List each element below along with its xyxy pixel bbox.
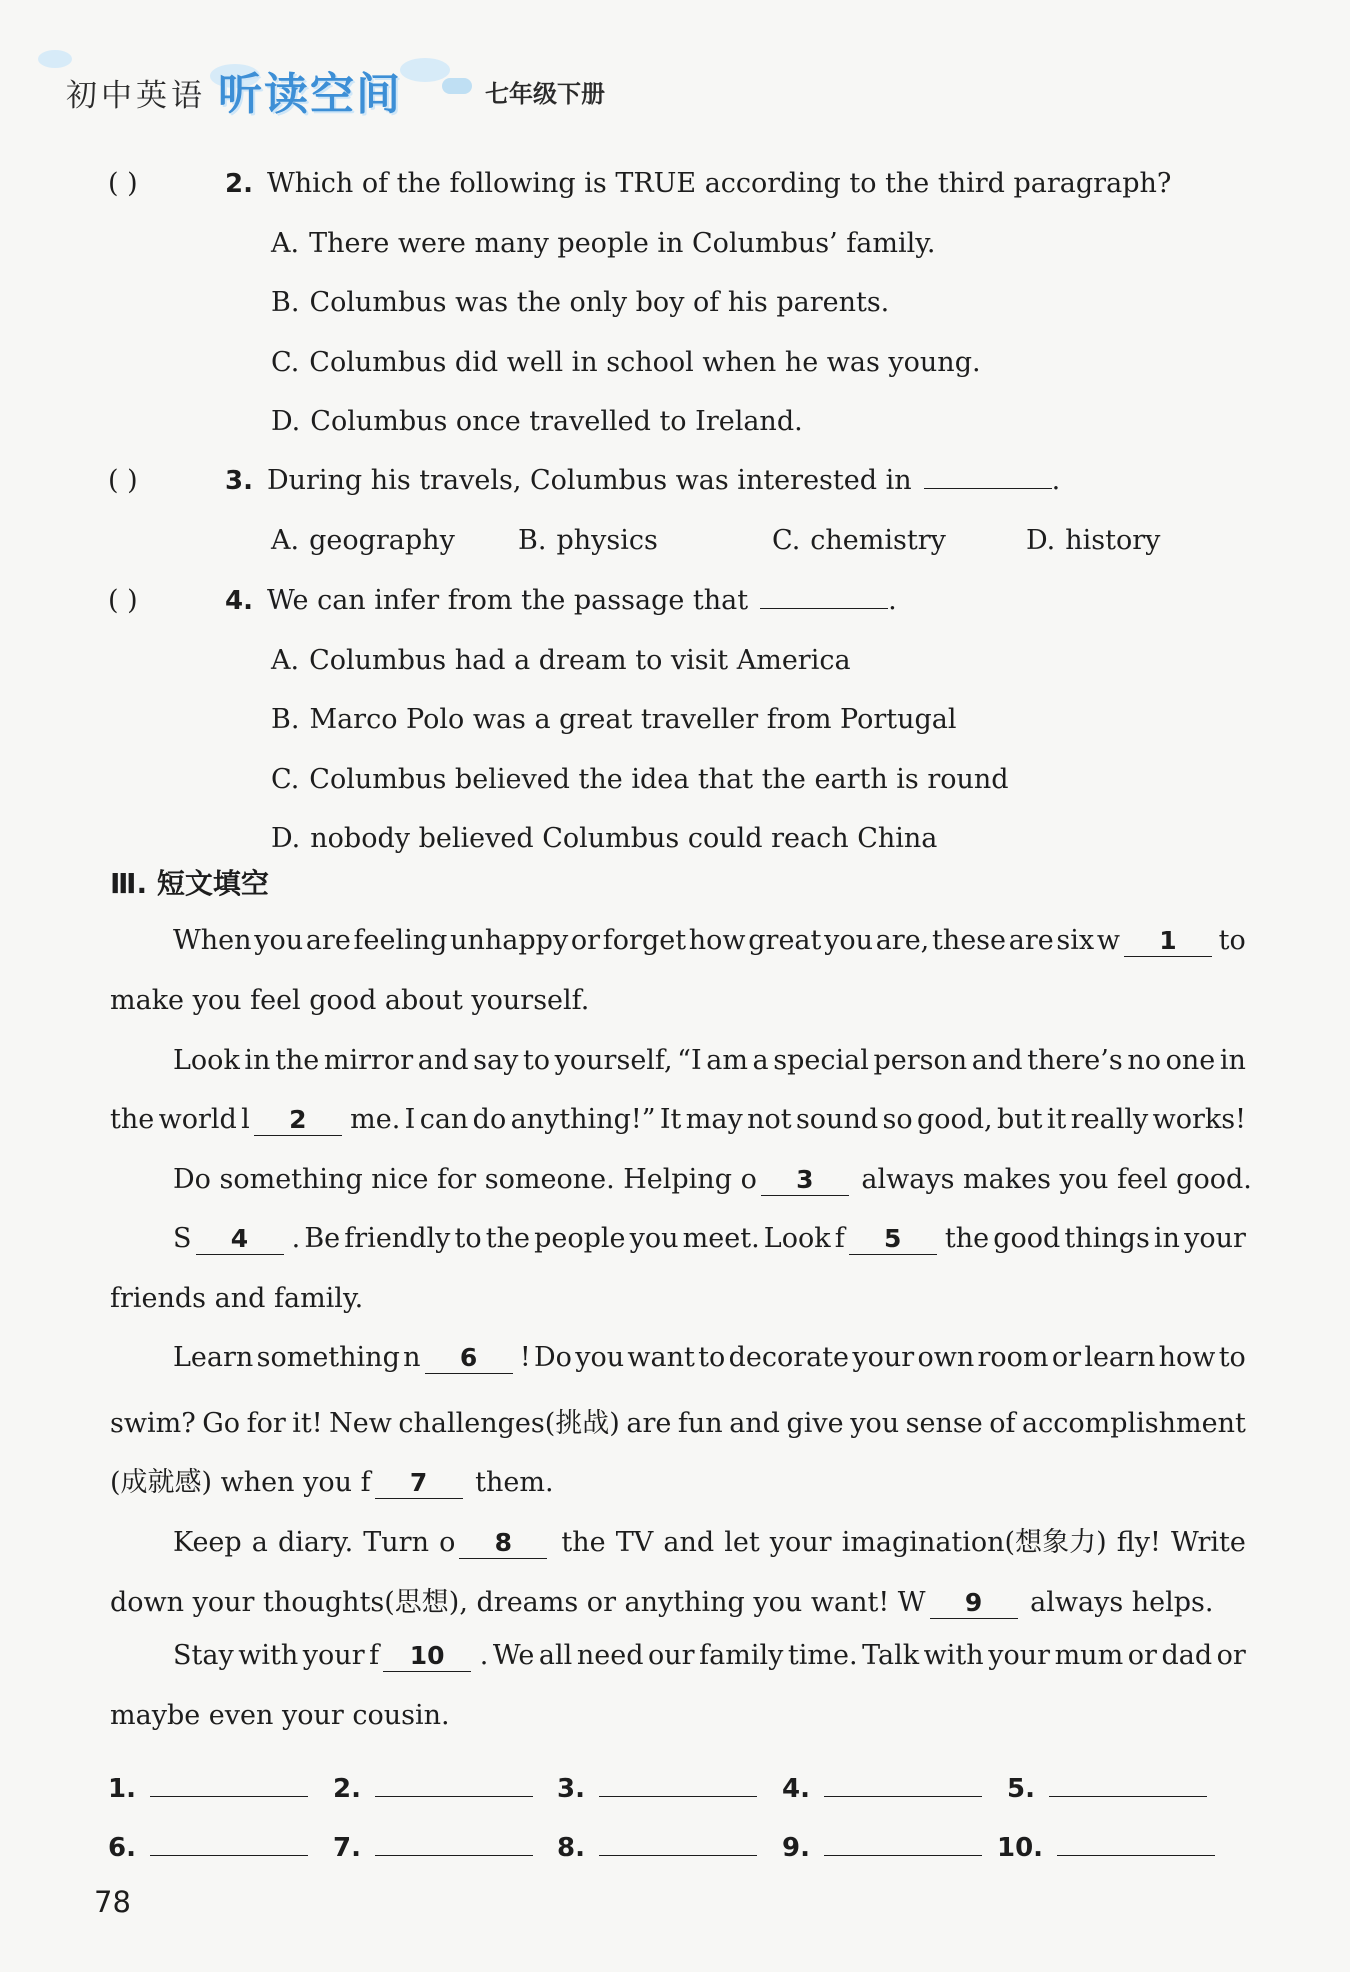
blank-number: 9 — [964, 1588, 983, 1617]
passage-word: I — [404, 1104, 416, 1135]
passage-word: in — [1153, 1223, 1180, 1254]
fill-blank[interactable] — [375, 1467, 463, 1499]
option-letter: C. — [271, 763, 300, 795]
option-letter: C. — [271, 346, 300, 378]
passage-word: learn — [1084, 1342, 1156, 1373]
option — [271, 704, 957, 735]
passage-word: Do — [534, 1342, 572, 1373]
answer-label: 8. — [557, 1833, 585, 1863]
option-text: physics — [556, 524, 658, 556]
passage-line — [110, 1401, 1246, 1440]
passage-word: and — [971, 1045, 1023, 1076]
passage-word: do — [472, 1104, 507, 1135]
passage-line — [110, 985, 589, 1016]
passage-word: no — [1127, 1045, 1161, 1076]
answer-line[interactable] — [375, 1772, 533, 1797]
passage-word: Be — [304, 1223, 341, 1254]
answer-line[interactable] — [150, 1772, 308, 1797]
passage-word: to — [522, 1045, 551, 1076]
option — [271, 406, 803, 437]
grade-label: 七年级下册 — [485, 80, 605, 108]
answer-label: 1. — [108, 1774, 136, 1804]
question-number: 3. — [225, 466, 253, 496]
passage-word: mum — [1054, 1640, 1124, 1671]
fill-blank[interactable] — [849, 1223, 937, 1255]
option-text: Columbus did well in school when he was young. — [309, 346, 981, 378]
passage-word: . — [479, 1640, 489, 1671]
question-text: Which of the following is TRUE according to the third paragraph? — [266, 168, 1172, 199]
blank-number: 6 — [459, 1343, 478, 1372]
passage-line — [173, 1164, 1252, 1196]
passage-word: o 8 — [439, 1527, 551, 1559]
page-number: 78 — [94, 1885, 131, 1919]
passage-word: with — [238, 1640, 299, 1671]
passage-word: works! — [1152, 1104, 1246, 1135]
passage-word: Keep — [173, 1527, 242, 1558]
passage-word: the — [110, 1104, 155, 1135]
passage-text: friends and family. — [110, 1283, 364, 1314]
passage-text: down your thoughts(思想), dreams or anything you want! W — [110, 1587, 926, 1618]
passage-word: our — [648, 1640, 695, 1671]
passage-word: New — [329, 1408, 392, 1439]
passage-word: the — [944, 1223, 990, 1254]
passage-word: are — [305, 925, 351, 956]
passage-word: how — [1158, 1342, 1216, 1373]
passage-word: may — [685, 1104, 743, 1135]
answer-label: 4. — [782, 1774, 810, 1804]
passage-line — [110, 1700, 450, 1731]
passage-word: with — [923, 1640, 984, 1671]
passage-word: these — [931, 925, 1007, 956]
answer-blank[interactable] — [924, 468, 1052, 489]
question-end-punct: . — [1051, 465, 1061, 496]
passage-text: them. — [466, 1467, 554, 1498]
fill-blank[interactable] — [1124, 925, 1212, 957]
passage-word: sense — [905, 1408, 983, 1439]
passage-word: are — [1008, 925, 1054, 956]
passage-word: you — [850, 1408, 900, 1439]
blank-number: 2 — [289, 1105, 307, 1134]
passage-word: you — [629, 1223, 679, 1254]
passage-word: how — [688, 925, 746, 956]
answer-label: 6. — [108, 1833, 136, 1863]
answer-line[interactable] — [375, 1831, 533, 1856]
passage-word: Turn — [363, 1527, 429, 1558]
passage-word: are, — [875, 925, 930, 956]
option-letter: A. — [271, 227, 300, 259]
passage-word: friendly — [344, 1223, 451, 1254]
answer-label: 2. — [333, 1774, 361, 1804]
passage-word: special — [773, 1045, 869, 1076]
passage-word: good, — [916, 1104, 993, 1135]
passage-word: the — [561, 1527, 606, 1558]
blank-number: 5 — [884, 1224, 902, 1253]
passage-word: time. — [787, 1640, 858, 1671]
option-letter: D. — [1026, 524, 1056, 556]
answer-slot — [108, 1831, 308, 1863]
fill-blank[interactable] — [383, 1640, 471, 1672]
series-logo: 听读空间 — [218, 69, 402, 120]
passage-text: (成就感) when you f — [110, 1467, 371, 1498]
option — [271, 823, 937, 854]
passage-word: Write — [1170, 1527, 1246, 1558]
passage-word: Go — [202, 1408, 241, 1439]
passage-word: me. — [350, 1104, 401, 1135]
answer-line[interactable] — [824, 1772, 982, 1797]
passage-word: to — [454, 1223, 482, 1254]
passage-word: S 4 — [173, 1223, 288, 1255]
passage-word: let — [724, 1527, 760, 1558]
passage-word: really — [1070, 1104, 1149, 1135]
answer-paren[interactable]: ( ) — [108, 585, 138, 616]
answer-label: 3. — [557, 1774, 585, 1804]
option-letter: A. — [271, 644, 300, 676]
answer-line[interactable] — [1049, 1772, 1207, 1797]
passage-line — [173, 925, 1246, 957]
option-text: nobody believed Columbus could reach China — [310, 823, 938, 854]
passage-text: maybe even your cousin. — [110, 1700, 450, 1731]
fill-blank[interactable] — [196, 1223, 284, 1255]
passage-word: are — [626, 1408, 672, 1439]
fill-blank[interactable] — [761, 1164, 849, 1196]
answer-slot — [333, 1831, 533, 1863]
passage-word: Learn — [173, 1342, 254, 1373]
passage-word: you — [575, 1342, 625, 1373]
passage-line — [173, 1640, 1246, 1672]
passage-line — [110, 1283, 363, 1314]
answer-slot — [782, 1831, 982, 1863]
passage-word: world — [158, 1104, 237, 1135]
option — [518, 525, 658, 556]
passage-word: unhappy — [450, 925, 569, 956]
passage-word: the — [275, 1045, 320, 1076]
question-stem — [225, 168, 1171, 199]
answer-slot — [782, 1772, 982, 1804]
passage-word: your — [852, 1342, 915, 1373]
option — [271, 287, 889, 318]
fill-blank[interactable] — [254, 1104, 342, 1136]
option-text: chemistry — [810, 524, 946, 556]
question-stem — [225, 585, 897, 616]
passage-word: Talk — [862, 1640, 920, 1671]
passage-line — [173, 1223, 1246, 1255]
answer-blank[interactable] — [760, 588, 888, 609]
passage-word: n 6 — [403, 1342, 516, 1374]
passage-word: you — [824, 925, 873, 956]
passage-word: in — [244, 1045, 271, 1076]
answer-slot — [557, 1831, 757, 1863]
answer-paren[interactable]: ( ) — [108, 465, 138, 496]
passage-word: “I — [677, 1045, 702, 1076]
option — [271, 764, 1009, 795]
answer-slot — [108, 1772, 308, 1804]
passage-word: want — [627, 1342, 695, 1373]
passage-word: and — [417, 1045, 469, 1076]
option — [271, 347, 981, 378]
blank-number: 10 — [409, 1641, 445, 1670]
option-letter: A. — [271, 524, 300, 556]
passage-word: great — [748, 925, 822, 956]
option-text: geography — [309, 524, 455, 556]
passage-word: something — [256, 1342, 400, 1373]
passage-word: person — [873, 1045, 968, 1076]
option — [772, 525, 946, 556]
option-text: history — [1065, 524, 1161, 556]
passage-word: fun — [677, 1408, 723, 1439]
passage-word: or — [1051, 1342, 1082, 1373]
passage-word: TV — [615, 1527, 654, 1558]
option — [271, 645, 851, 676]
passage-word: decorate — [728, 1342, 850, 1373]
passage-word: or — [570, 925, 601, 956]
answer-slot — [997, 1831, 1215, 1863]
passage-word: for — [246, 1408, 286, 1439]
passage-word: Look — [173, 1045, 240, 1076]
passage-word: room — [977, 1342, 1049, 1373]
passage-word: w 1 — [1097, 925, 1216, 957]
passage-word: all — [538, 1640, 573, 1671]
question-end-punct: . — [888, 585, 897, 616]
answer-line[interactable] — [599, 1772, 757, 1797]
passage-word: your — [988, 1640, 1051, 1671]
answer-line[interactable] — [1057, 1831, 1215, 1856]
question-text: We can infer from the passage that — [266, 585, 749, 616]
passage-line — [110, 1580, 1214, 1619]
passage-word: the — [485, 1223, 530, 1254]
option-text: Columbus had a dream to visit America — [309, 644, 851, 676]
passage-word: imagination(想象力) — [841, 1527, 1107, 1558]
option-letter: C. — [772, 524, 801, 556]
passage-text: always makes you feel good. — [852, 1164, 1252, 1195]
passage-word: own — [917, 1342, 975, 1373]
question-number: 2. — [225, 169, 253, 199]
blank-number: 1 — [1159, 926, 1177, 955]
passage-word: of — [989, 1408, 1016, 1439]
passage-line — [110, 1104, 1246, 1136]
passage-word: or — [1127, 1640, 1157, 1671]
passage-word: diary. — [277, 1527, 354, 1558]
passage-text: Do something nice for someone. Helping o — [173, 1164, 757, 1195]
passage-word: Look — [763, 1223, 831, 1254]
answer-line[interactable] — [824, 1831, 982, 1856]
passage-word: need — [576, 1640, 644, 1671]
passage-word: When — [173, 925, 252, 956]
passage-word: f 5 — [835, 1223, 941, 1255]
blank-number: 3 — [796, 1165, 814, 1194]
passage-word: . — [291, 1223, 301, 1254]
passage-word: to — [1218, 1342, 1246, 1373]
question-text: During his travels, Columbus was interested in — [266, 465, 912, 496]
passage-word: to — [1218, 925, 1246, 956]
passage-word: six — [1056, 925, 1095, 956]
answer-line[interactable] — [599, 1831, 757, 1856]
option-text: Columbus believed the idea that the earth is round — [309, 763, 1009, 795]
passage-word: good — [993, 1223, 1061, 1254]
passage-word: it! — [292, 1408, 323, 1439]
option-text: Columbus once travelled to Ireland. — [310, 406, 803, 437]
passage-word: anything!” — [510, 1104, 656, 1135]
passage-word: you — [254, 925, 304, 956]
cloud-decoration-icon — [38, 50, 72, 68]
answer-label: 9. — [782, 1833, 810, 1863]
passage-word: forget — [602, 925, 687, 956]
passage-text: make you feel good about yourself. — [110, 985, 590, 1016]
passage-word: things — [1064, 1223, 1150, 1254]
passage-line — [173, 1045, 1246, 1076]
sparkle-icon — [442, 78, 472, 94]
option — [1026, 525, 1160, 556]
option-letter: B. — [271, 287, 300, 318]
fill-blank[interactable] — [459, 1527, 547, 1559]
answer-label: 7. — [333, 1833, 361, 1863]
passage-word: and — [663, 1527, 715, 1558]
passage-word: it — [1046, 1104, 1067, 1135]
passage-word: fly! — [1116, 1527, 1161, 1558]
passage-word: f 10 — [369, 1640, 475, 1672]
passage-word: ! — [519, 1342, 531, 1373]
passage-word: your — [302, 1640, 365, 1671]
passage-word: dad — [1161, 1640, 1213, 1671]
option-letter: D. — [271, 406, 301, 437]
blank-number: 4 — [230, 1224, 249, 1253]
passage-word: a — [251, 1527, 268, 1558]
passage-word: one — [1165, 1045, 1216, 1076]
option-text: There were many people in Columbus’ family. — [309, 227, 936, 259]
passage-text: always helps. — [1021, 1587, 1214, 1618]
passage-word: give — [786, 1408, 844, 1439]
question-number: 4. — [225, 586, 253, 616]
passage-word: and — [729, 1408, 780, 1439]
passage-word: but — [997, 1104, 1043, 1135]
passage-word: your — [1184, 1223, 1246, 1254]
fill-blank[interactable] — [930, 1587, 1018, 1619]
page-header — [30, 40, 1320, 130]
passage-word: to — [698, 1342, 726, 1373]
blank-number: 7 — [409, 1468, 428, 1497]
answer-line[interactable] — [150, 1831, 308, 1856]
option-text: Columbus was the only boy of his parents. — [309, 287, 890, 318]
passage-word: your — [769, 1527, 832, 1558]
question-stem — [225, 465, 1060, 496]
answer-slot — [333, 1772, 533, 1804]
passage-word: challenges(挑战) — [398, 1408, 620, 1439]
passage-word: say — [473, 1045, 519, 1076]
passage-word: We — [492, 1640, 535, 1671]
passage-word: l 2 — [241, 1104, 346, 1136]
answer-label: 10. — [997, 1833, 1044, 1863]
passage-word: in — [1219, 1045, 1246, 1076]
passage-word: meet. — [682, 1223, 760, 1254]
answer-slot — [1007, 1772, 1207, 1804]
passage-word: Stay — [173, 1640, 234, 1671]
passage-word: family — [699, 1640, 784, 1671]
passage-line — [110, 1460, 554, 1499]
passage-line — [173, 1520, 1246, 1559]
passage-word: can — [419, 1104, 469, 1135]
passage-word: or — [1216, 1640, 1246, 1671]
option-letter: B. — [271, 704, 300, 735]
book-series-title: 初中英语 — [66, 78, 206, 114]
passage-word: It — [659, 1104, 682, 1135]
passage-word: sound — [795, 1104, 879, 1135]
passage-word: a — [752, 1045, 769, 1076]
passage-word: swim? — [110, 1408, 196, 1439]
passage-word: there’s — [1027, 1045, 1123, 1076]
passage-word: am — [706, 1045, 748, 1076]
option-letter: B. — [518, 524, 547, 556]
passage-line — [173, 1342, 1246, 1374]
passage-word: mirror — [323, 1045, 414, 1076]
fill-blank[interactable] — [425, 1342, 513, 1374]
cloud-decoration-icon — [400, 58, 450, 82]
option — [271, 228, 935, 259]
passage-word: accomplishment — [1022, 1408, 1246, 1439]
answer-slot — [557, 1772, 757, 1804]
option-letter: D. — [271, 823, 301, 854]
option-text: Marco Polo was a great traveller from Portugal — [309, 704, 957, 735]
answer-label: 5. — [1007, 1774, 1035, 1804]
passage-word: so — [882, 1104, 913, 1135]
answer-paren[interactable]: ( ) — [108, 168, 138, 199]
blank-number: 8 — [494, 1528, 513, 1557]
section-title: Ⅲ. 短文填空 — [110, 867, 269, 900]
passage-word: feeling — [353, 925, 448, 956]
passage-word: people — [534, 1223, 626, 1254]
option — [271, 525, 455, 556]
passage-word: not — [747, 1104, 792, 1135]
passage-word: yourself, — [554, 1045, 673, 1076]
